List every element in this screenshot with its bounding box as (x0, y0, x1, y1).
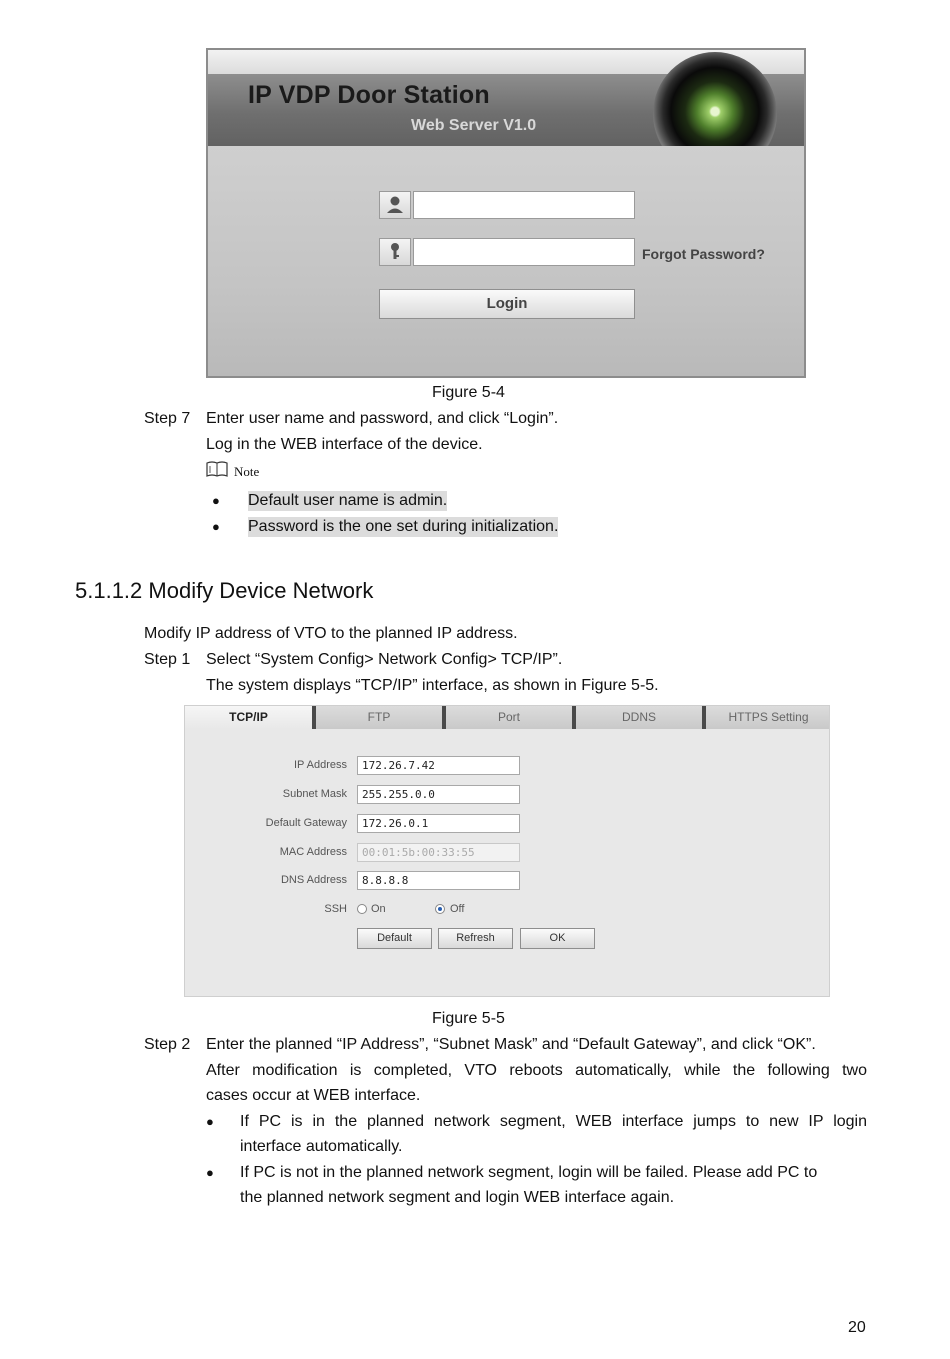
subnet-mask-input[interactable]: 255.255.0.0 (357, 785, 520, 804)
step2-paragraph-line1: After modification is completed, VTO reboots automatically, while the following two (206, 1062, 867, 1079)
ip-address-input[interactable]: 172.26.7.42 (357, 756, 520, 775)
step2-bullet2-line2: the planned network segment and login WEB interface again. (240, 1189, 675, 1206)
password-input[interactable] (413, 238, 635, 266)
subnet-mask-label: Subnet Mask (282, 788, 347, 800)
mac-address-input: 00:01:5b:00:33:55 (357, 843, 520, 862)
step7-subtext: Log in the WEB interface of the device. (206, 436, 483, 453)
refresh-button[interactable]: Refresh (438, 928, 513, 949)
ip-address-label: IP Address (294, 759, 347, 771)
note-label: Note (234, 464, 260, 479)
username-input[interactable] (413, 191, 635, 219)
dns-address-label: DNS Address (280, 874, 347, 886)
key-icon (379, 238, 411, 266)
login-title: IP VDP Door Station (248, 81, 490, 109)
login-subtitle: Web Server V1.0 (411, 117, 537, 134)
step1-text: Select “System Config> Network Config> TCP/IP”. (206, 651, 563, 668)
step1-subtext: The system displays “TCP/IP” interface, as shown in Figure 5-5. (206, 677, 659, 694)
ssh-off-radio[interactable] (435, 904, 445, 914)
note-book-icon (206, 461, 228, 477)
step2-bullet1-line1: If PC is in the planned network segment, WEB interface jumps to new IP login (240, 1113, 867, 1130)
note-bullet-1: Default user name is admin. (248, 492, 448, 509)
step1-label: Step 1 (144, 651, 191, 668)
tab-port[interactable]: Port (497, 710, 520, 724)
default-gateway-input[interactable]: 172.26.0.1 (357, 814, 520, 833)
step7-text: Enter user name and password, and click “Login”. (206, 410, 559, 427)
ssh-label: SSH (324, 903, 347, 915)
step2-bullet1-line2: interface automatically. (240, 1138, 403, 1155)
figure-caption-5-5: Figure 5-5 (432, 1010, 505, 1027)
ssh-on-label: On (371, 903, 386, 915)
page-number: 20 (848, 1319, 866, 1336)
login-button[interactable]: Login (379, 289, 635, 319)
login-body (208, 146, 804, 376)
intro-text: Modify IP address of VTO to the planned IP address. (144, 625, 518, 642)
bullet-dot: ● (212, 519, 220, 534)
step2-label: Step 2 (144, 1036, 191, 1053)
tab-ftp[interactable]: FTP (367, 710, 391, 724)
forgot-password-link[interactable]: Forgot Password? (642, 246, 765, 262)
mac-address-label: MAC Address (279, 846, 347, 858)
dns-address-input[interactable]: 8.8.8.8 (357, 871, 520, 890)
tab-tcpip[interactable]: TCP/IP (185, 706, 312, 729)
step2-text: Enter the planned “IP Address”, “Subnet Mask” and “Default Gateway”, and click “OK”. (206, 1036, 816, 1053)
note-bullet-2: Password is the one set during initialization. (248, 518, 559, 535)
step7-label: Step 7 (144, 410, 191, 427)
section-heading: 5.1.1.2 Modify Device Network (75, 578, 374, 603)
bullet-dot: ● (206, 1114, 214, 1129)
step2-bullet2-line1: If PC is not in the planned network segment, login will be failed. Please add PC to (240, 1164, 818, 1181)
tab-ddns[interactable]: DDNS (621, 710, 656, 724)
bullet-dot: ● (212, 493, 220, 508)
user-icon (379, 191, 411, 219)
ssh-on-radio[interactable] (357, 904, 367, 914)
ok-button[interactable]: OK (520, 928, 595, 949)
bullet-dot: ● (206, 1165, 214, 1180)
ssh-off-label: Off (450, 903, 465, 915)
default-gateway-label: Default Gateway (265, 817, 347, 829)
tab-bar (185, 706, 830, 729)
figure-caption-5-4: Figure 5-4 (432, 384, 505, 401)
default-button[interactable]: Default (357, 928, 432, 949)
tcpip-screenshot (184, 705, 830, 997)
step2-paragraph-line2: cases occur at WEB interface. (206, 1087, 421, 1104)
login-screenshot (206, 48, 806, 378)
tab-https-setting[interactable]: HTTPS Setting (728, 710, 809, 724)
